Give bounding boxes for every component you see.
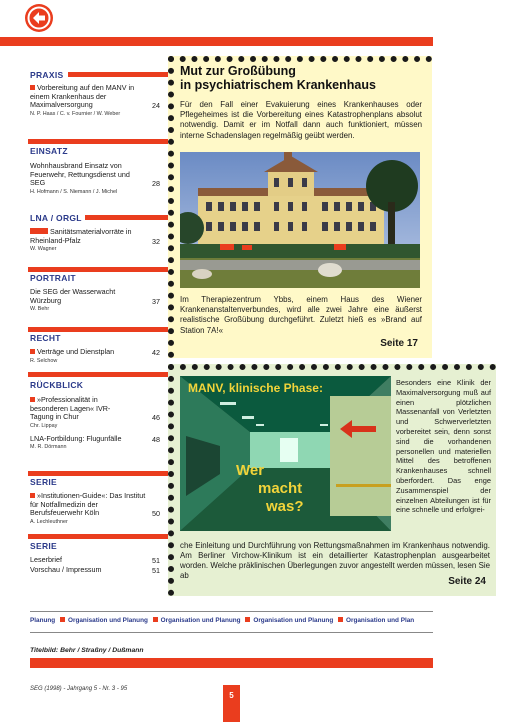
toc-entry-text: »Institutionen-Guide«: Das Institut für Notfallmedizin der Berufsfeuerwehr Köln: [30, 491, 146, 518]
toc-page-number: 24: [152, 101, 160, 110]
toc-authors: W. Behr: [30, 306, 50, 313]
question-line-2: macht: [258, 480, 303, 497]
footer-divider-bottom: [30, 632, 433, 633]
strip-marker: [153, 617, 158, 622]
footer-divider-top: [30, 611, 433, 612]
feature2-page-ref[interactable]: Seite 24: [448, 576, 486, 587]
toc-entry-text: »Professionalität in besonderen Lagen« IVR-Tagung in Chur: [30, 395, 111, 422]
toc-section-rueckblick: [30, 380, 160, 450]
feature1-intro: Für den Fall einer Evakuierung eines Krankenhauses oder Pflegeheimes ist die Vorbereitung eines Katastrophenplans absolut notwendig. Damit er im Notfall dann auch funktioniert, müssen interne Schadenslagen regelmäßig geübt werden.: [180, 100, 422, 140]
strip-item: Organisation und Planung: [68, 617, 148, 624]
feature2-bottom-text: che Einleitung und Durchführung von Rettungsmaßnahmen im Krankenhaus notwendig. Am Berliner Virchow-Klinikum ist ein detaillierter Katastrophenplan ausgearbeitet worden. Welche präklinischen Überlegungen zuvor angestellt werden müssen, lesen Sie ab: [180, 541, 490, 581]
toc-section-rule: [28, 139, 189, 144]
toc-entry-text: Wohnhausbrand Einsatz von Feuerwehr, Rettungsdienst und SEG: [30, 161, 130, 188]
toc-section-title: LNA / ORGL: [30, 213, 82, 223]
toc-section-title: EINSATZ: [30, 146, 68, 156]
toc-entry[interactable]: [30, 566, 160, 575]
toc-authors: R. Selchow: [30, 357, 58, 364]
toc-authors: M. R. Dörmann: [30, 444, 67, 451]
strip-item: Organisation und Plan: [346, 617, 415, 624]
toc-section-praxis: [30, 70, 160, 117]
toc-entry[interactable]: [30, 492, 160, 525]
feature1-photo[interactable]: [180, 152, 420, 288]
toc-page-number: 32: [152, 237, 160, 246]
toc-entry-text: Vorschau / Impressum: [30, 564, 102, 574]
page-number-box: [223, 685, 240, 722]
toc-entry-text: LNA-Fortbildung: Flugunfälle: [30, 433, 122, 443]
journal-info: SEG (1998) - Jahrgang 5 - Nr. 3 - 95: [30, 686, 128, 692]
toc-section-lna: [30, 213, 160, 252]
toc-page-number: 48: [152, 434, 160, 444]
strip-item: Organisation und Planung: [160, 617, 241, 624]
toc-authors: H. Hofmann / S. Niemann / J. Michel: [30, 188, 118, 195]
feature1-headline-line1: Mut zur Großübung: [180, 64, 296, 78]
toc-entry-text: Verträge und Dienstplan: [37, 347, 115, 356]
toc-entry-text: Vorbereitung auf den MANV in einem Krankenhaus der Maximalversorgung: [30, 83, 135, 110]
strip-marker: [338, 617, 343, 622]
feature1-caption: Im Therapiezentrum Ybbs, einem Haus des Wiener Krankenanstaltenverbundes, wird alle zwei Jahre eine äußerst realistische Großübung durchgeführt. Zuletzt hieß es »Brand auf Station 7A!«: [180, 295, 422, 335]
strip-marker: [60, 617, 65, 622]
toc-entry-text: Sanitätsmaterialvorräte in Rheinland-Pfalz: [30, 227, 132, 245]
toc-page-number: 50: [152, 509, 160, 518]
toc-entry[interactable]: [30, 435, 160, 451]
toc-authors: W. Wagner: [30, 246, 57, 253]
toc-section-rule: [28, 372, 189, 377]
feature1-headline-line2: in psychiatrischem Krankenhaus: [180, 78, 376, 92]
toc-page-number: 42: [152, 348, 160, 357]
toc-page-number: 51: [152, 565, 160, 575]
toc-section-portrait: [30, 273, 160, 312]
strip-item: Planung: [30, 617, 56, 624]
footer-category-strip: [30, 617, 433, 624]
bullet-marker: [30, 349, 35, 354]
toc-section-rule: [28, 471, 189, 476]
cover-credit: Titelbild: Behr / Straßny / Dußmann: [30, 647, 144, 654]
feature2-photo-question: [220, 462, 350, 516]
toc-section-title: SERIE: [30, 541, 58, 551]
toc-entry[interactable]: [30, 348, 160, 364]
bullet-marker: [30, 85, 35, 90]
toc-entry[interactable]: [30, 228, 160, 252]
flag-icon: [30, 228, 48, 234]
question-line-1: Wer: [236, 462, 265, 479]
top-red-bar: [0, 37, 433, 46]
toc-entry[interactable]: [30, 556, 160, 565]
toc-section-title: PRAXIS: [30, 70, 64, 80]
bullet-marker: [30, 397, 35, 402]
toc-page-number: 28: [152, 179, 160, 188]
feature2-side-text: Besonders eine Klinik der Maximalversorgung muß auf einen plötzlichen Massenanfall von Verletzten und Schwerverletzten vorbereitet sein, denn sonst sind die vorhandenen personellen und materiellen Mittel des betroffenen Krankenhauses schnell überfordert. Das enge Zusammenspiel der einzelnen Abteilungen ist für eine schnelle und erfolgrei-: [396, 378, 491, 515]
strip-item: Organisation und Planung: [253, 617, 334, 624]
feature2-photo-title: MANV, klinische Phase:: [188, 381, 323, 395]
bullet-marker: [30, 493, 35, 498]
toc-section-einsatz: [30, 146, 160, 195]
toc-section-title: RECHT: [30, 333, 61, 343]
toc-entry[interactable]: [30, 84, 160, 117]
toc-entry[interactable]: [30, 396, 160, 429]
page-number: 5: [229, 691, 234, 700]
toc-page-number: 46: [152, 413, 160, 422]
toc-section-rule: [28, 327, 189, 332]
toc-section-title: PORTRAIT: [30, 273, 76, 283]
toc-entry[interactable]: [30, 288, 160, 312]
bottom-red-bar: [30, 658, 433, 668]
question-line-3: was?: [266, 498, 304, 515]
hospital-building-photo: [180, 152, 420, 288]
toc-entry-text: Die SEG der Wasserwacht Würzburg: [30, 287, 116, 305]
toc-section-serie: [30, 477, 160, 525]
toc-page-number: 37: [152, 297, 160, 306]
strip-marker: [245, 617, 250, 622]
toc-entry[interactable]: [30, 162, 160, 195]
feature1-headline: [180, 64, 420, 92]
toc-section-title: RÜCKBLICK: [30, 380, 84, 390]
toc-section-rule: [28, 534, 189, 539]
toc-section-title: SERIE: [30, 477, 58, 487]
toc-authors: N. P. Haas / C. v. Fournier / W. Weber: [30, 110, 121, 117]
toc-section-serie-2: [30, 541, 160, 574]
toc-authors: Chr. Lippay: [30, 422, 58, 429]
toc-entry-text: Leserbrief: [30, 555, 62, 564]
arrow-left-icon: [25, 4, 53, 32]
feature2-photo[interactable]: [180, 376, 391, 531]
toc-page-number: 51: [152, 556, 160, 565]
toc-section-rule: [28, 267, 189, 272]
toc-section-recht: [30, 333, 160, 364]
feature1-page-ref[interactable]: Seite 17: [380, 338, 418, 349]
back-button[interactable]: [25, 4, 53, 32]
toc-authors: A. Lechleuthner: [30, 518, 68, 525]
